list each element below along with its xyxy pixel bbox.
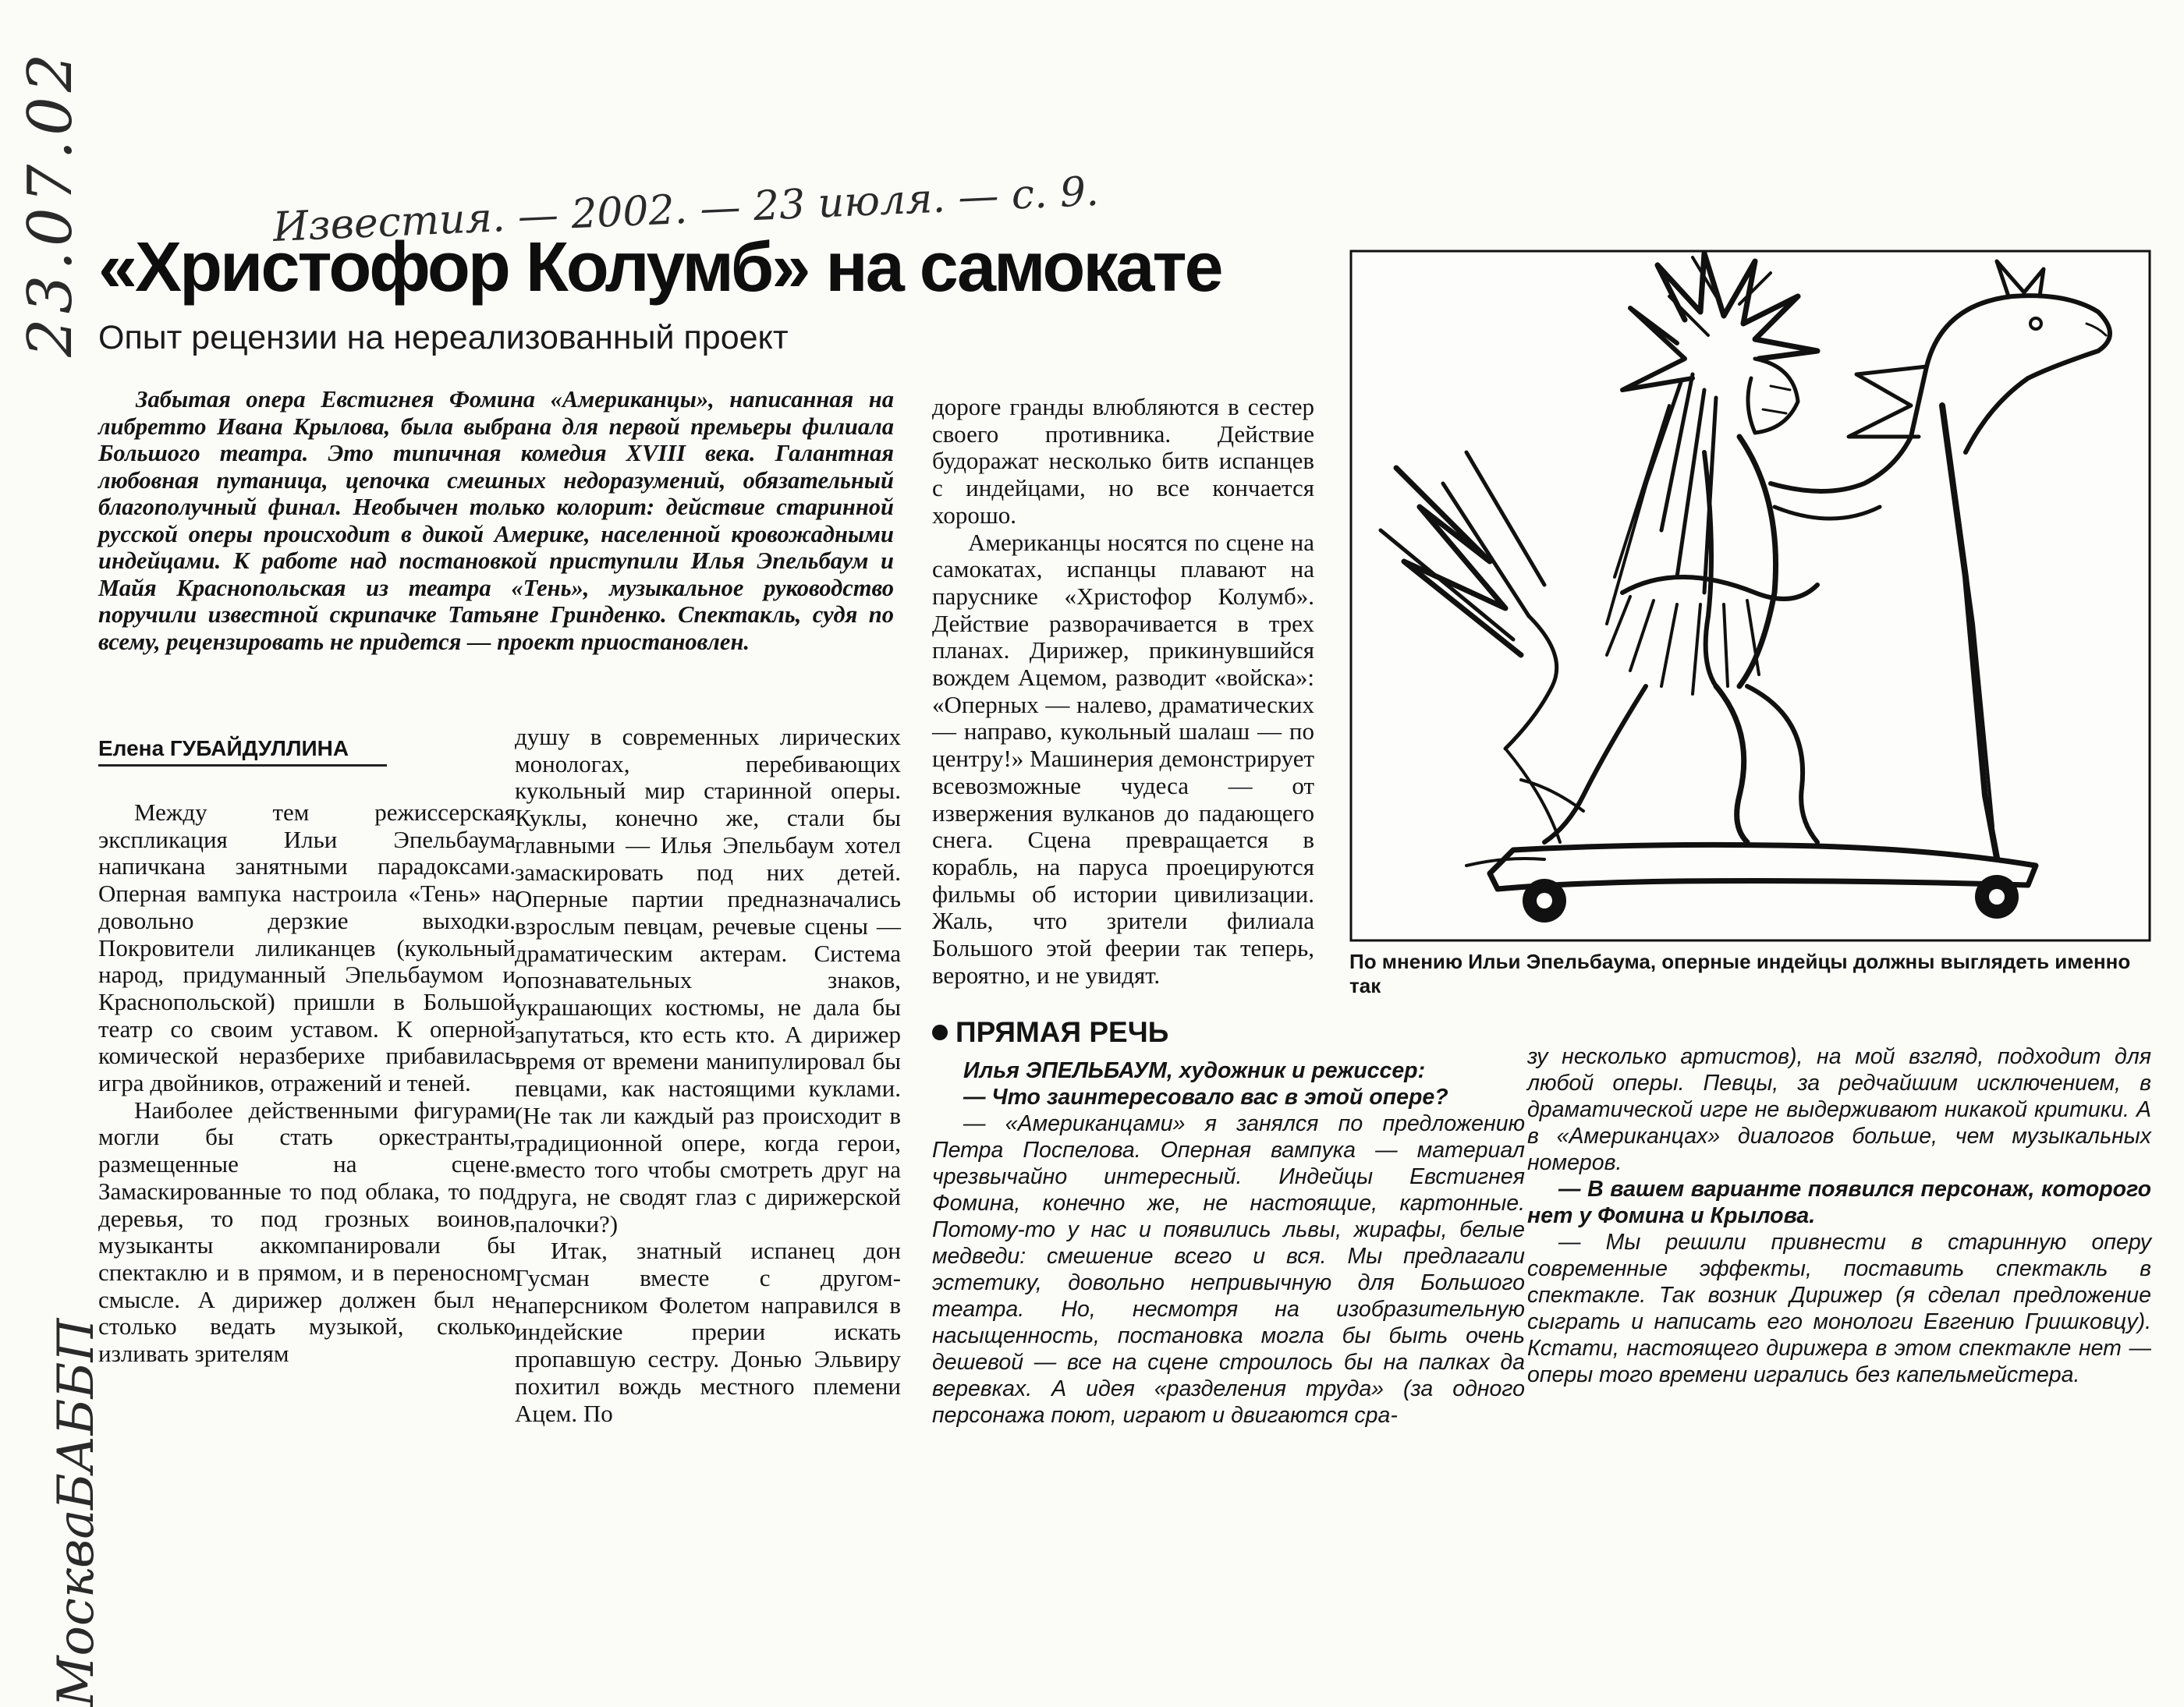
interview-question: — В вашем варианте появился персонаж, которого нет у Фомина и Крылова. (1527, 1177, 2151, 1228)
illustration-frame (1351, 251, 2150, 940)
bullet-icon (932, 1025, 948, 1040)
illustration-caption: По мнению Ильи Эпельбаума, оперные индейцы должны выглядеть именно так (1349, 950, 2131, 997)
article-paragraph: душу в современных лирических монологах, перебивающих кукольный мир старинной оперы. Куклы, конечно же, стали бы главными — Илья Эпельбаум хотел замаскировать под них детей. Оперные партии предназначались взрослым певцам, речевые сцены — драматическим актерам. Система опознавательных знаков, украшающих костюмы, не дала бы запутаться, кто есть кто. А дирижер время от времени манипулировал бы певцами, как настоящими куклами. (Не так ли каждый раз происходит в традиционной опере, когда герои, вместо того чтобы смотреть друг на друга, не сводят глаз с дирижерской палочки?) (515, 723, 901, 1238)
interview-column-1 (932, 1057, 1525, 1429)
article-lead: Забытая опера Евстигнея Фомина «Американцы», написанная на либретто Ивана Крылова, была выбрана для первой премьеры филиала Большого театра. Это типичная комедия XVIII века. Галантная любовная путаница, цепочка смешных недоразумений, обязательный благополучный финал. Необычен только колорит: действие старинной русской оперы происходит в дикой Америке, населенной кровожадными индейцами. К работе над постановкой приступили Илья Эпельбаум и Майя Краснопольская из театра «Тень», музыкальное руководство поручили известной скрипачке Татьяне Гринденко. Спектакль, судя по всему, рецензировать не придется — проект приостановлен. (98, 386, 894, 655)
interview-column-2 (1527, 1043, 2151, 1388)
article-subheadline: Опыт рецензии на нереализованный проект (98, 319, 789, 356)
interview-answer: — «Американцами» я занялся по предложению Петра Поспелова. Оперная вампука — материал чрезвычайно интересный. Индейцы Евстигнея Фомина, конечно же, не настоящие, картонные. Потому-то у нас и появились львы, жирафы, белые медведи: смешение всего и вся. Мы предлагали эстетику, довольно непривычную для Большого театра. Но, несмотря на изобразительную насыщенность, постановка могла бы быть очень дешевой — все на сцене строилось бы на палках да веревках. А идея «разделения труда» (за одного персонажа поют, играют и двигаются сра- (932, 1111, 1525, 1428)
article-paragraph: Между тем режиссерская экспликация Ильи Эпельбаума напичкана занятными парадоксами. Оперная вампука настроила «Тень» на довольно дерзкие выходки. Покровители лиликанцев (кукольный народ, придуманный Эпельбаумом и Краснопольской) пришли в Большой театр со своим уставом. К оперной комической неразберихе прибавилась игра двойников, отражений и теней. (98, 799, 516, 1097)
interview-answer: — Мы решили привнести в старинную оперу современные эффекты, поставить спектакль в спектакле. Так возник Дирижер (я сделал предложение сыграть и написать его монологи Евгению Гришковцу). Кстати, настоящего дирижера в этом спектакле нет — оперы того времени игрались без капельмейстера. (1527, 1230, 2151, 1387)
interview-answer-continued: зу несколько артистов), на мой взгляд, подходит для любой оперы. Певцы, за редчайшим исключением, в драматической игре не выдерживают никакой критики. А в «Американцах» диалогов больше, чем музыкальных номеров. (1527, 1044, 2151, 1175)
illustration-svg (1349, 250, 2151, 942)
article-paragraph: Наиболее действенными фигурами могли бы стать оркестранты, размещенные на сцене. Замаскированные то под облака, то под деревья, то под грозных воинов, музыканты аккомпанировали бы спектаклю и в прямом, и в переносном смысле. А дирижер должен был не столько ведать музыкой, сколько изливать зрителям (98, 1096, 516, 1368)
article-column-2 (515, 724, 901, 1427)
handwritten-location-line: БАББП (48, 1318, 105, 1510)
interview-question: — Что заинтересовало вас в этой опере? (963, 1085, 1448, 1110)
article-headline: «Христофор Колумб» на самокате (98, 228, 1221, 306)
sidebar-heading-text: ПРЯМАЯ РЕЧЬ (956, 1016, 1169, 1048)
article-column-3 (932, 394, 1314, 989)
handwritten-location-note (6, 1318, 147, 1707)
article-paragraph: Итак, знатный испанец дон Гусман вместе с другом-наперсником Фолетом направился в индейские прерии искать пропавшую сестру. Донью Эльвиру похитил вождь местного племени Ацем. По (515, 1237, 901, 1427)
interviewee-name: Илья ЭПЕЛЬБАУМ, художник и режиссер: (963, 1058, 1426, 1083)
indian-on-scooter-drawing (1349, 250, 2151, 942)
handwritten-source-note: Известия. — 2002. — 23 июля. — с. 9. (271, 168, 1100, 251)
article-paragraph: дороге гранды влюбляются в сестер своего противника. Действие будоражат несколько битв испанцев с индейцами, но все кончается хорошо. (932, 393, 1314, 529)
article-paragraph: Американцы носятся по сцене на самокатах, испанцы плавают на паруснике «Христофор Колумб». Действие разворачивается в трех планах. Дирижер, прикинувшийся вождем Ацемом, разводит «войска»: «Оперных — налево, драматических — направо, кукольный шалаш — по центру!» Машинерия демонстрирует всевозможные чудеса — от извержения вулканов до падающего снега. Сцена превращается в корабль, на паруса проецируются фильмы об истории цивилизации. Жаль, что зрители филиала Большого этой феерии так теперь, вероятно, и не увидят. (932, 528, 1314, 989)
article-author: Елена ГУБАЙДУЛЛИНА (98, 736, 387, 767)
handwritten-date: 23.07.02 (16, 48, 86, 357)
sidebar-heading (932, 1018, 1168, 1047)
article-column-1 (98, 799, 516, 1368)
handwritten-location-line: Москва (48, 1509, 105, 1707)
